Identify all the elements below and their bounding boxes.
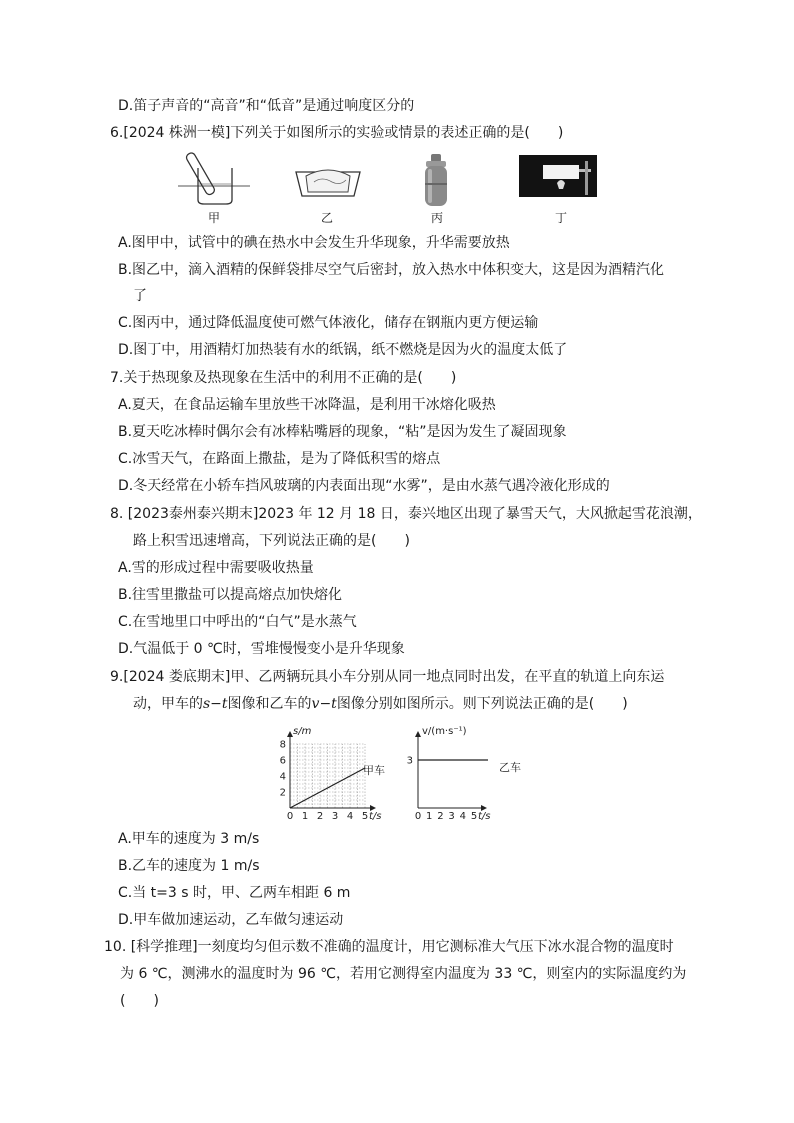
q9-stem-line1: 9.[2024 娄底期末]甲、乙两辆玩具小车分别从同一地点同时出发，在平直的轨道上向东运 <box>110 669 665 685</box>
figure-ding-paper-pot-photo <box>519 155 597 197</box>
q8-stem-line2: 路上积雪迅速增高，下列说法正确的是( ) <box>133 533 410 549</box>
q9-vt-symbol: v−t <box>311 696 337 712</box>
st-x-tick-label: 5 <box>361 811 369 822</box>
figure-yi-sealed-bag <box>292 162 364 200</box>
q7-option-c: C.冰雪天气，在路面上撒盐，是为了降低积雪的熔点 <box>118 451 441 467</box>
q5-option-d: D.笛子声音的“高音”和“低音”是通过响度区分的 <box>118 98 415 114</box>
q6-option-d: D.图丁中，用酒精灯加热装有水的纸锅，纸不燃烧是因为火的温度太低了 <box>118 342 568 358</box>
st-y-tick-label: 8 <box>279 739 286 751</box>
st-x-tick-label: 1 <box>301 811 309 822</box>
q9-st-symbol: s−t <box>203 696 228 712</box>
st-x-label: t/s <box>369 811 382 822</box>
q8-option-c: C.在雪地里口中呼出的“白气”是水蒸气 <box>118 614 357 630</box>
q8-option-a: A.雪的形成过程中需要吸收热量 <box>118 560 314 576</box>
q8-option-b: B.往雪里撒盐可以提高熔点加快熔化 <box>118 587 343 603</box>
st-x-tick-label: 2 <box>316 811 324 822</box>
q9-stem-text-c: 图像和乙车的 <box>227 696 312 712</box>
q7-option-b: B.夏天吃冰棒时偶尔会有冰棒粘嘴唇的现象，“粘”是因为发生了凝固现象 <box>118 424 567 440</box>
q10-stem-line3: ( ) <box>120 993 159 1009</box>
q6-option-b: B.图乙中，滴入酒精的保鲜袋排尽空气后密封，放入热水中体积变大，这是因为酒精汽化 <box>118 262 665 278</box>
q9-option-d: D.甲车做加速运动，乙车做匀速运动 <box>118 912 344 928</box>
vt-y-label: v/(m·s⁻¹) <box>422 726 467 737</box>
figure-bing-gas-cylinder <box>422 153 450 209</box>
st-y-tick-label: 4 <box>279 771 286 783</box>
figure-label-ding: 丁 <box>555 211 568 225</box>
vt-x-tick-label: 3 <box>448 811 455 822</box>
st-x-tick-label: 3 <box>331 811 339 822</box>
vt-chart <box>406 722 536 822</box>
vt-series-label: 乙车 <box>499 761 521 774</box>
q7-stem: 7.关于热现象及热现象在生活中的利用不正确的是( ) <box>110 370 457 386</box>
st-y-label: s/m <box>293 726 312 737</box>
st-y-tick-label: 6 <box>279 755 286 767</box>
vt-x-tick-label: 5 <box>470 811 478 822</box>
q6-option-b-continuation: 了 <box>133 288 147 304</box>
q6-stem: 6.[2024 株洲一模]下列关于如图所示的实验或情景的表述正确的是( ) <box>110 125 564 141</box>
vt-x-tick-label: 1 <box>426 811 433 822</box>
q9-stem-text-e: 图像分别如图所示。则下列说法正确的是( ) <box>336 696 628 712</box>
q9-stem-text-a: 动，甲车的 <box>133 696 203 712</box>
q6-option-c: C.图丙中，通过降低温度使可燃气体液化，储存在钢瓶内更方便运输 <box>118 315 539 331</box>
q8-stem-line1: 8. [2023泰州泰兴期末]2023 年 12 月 18 日，泰兴地区出现了暴雪天气，大风掀起雪花浪潮， <box>110 506 702 522</box>
q9-option-a: A.甲车的速度为 3 m/s <box>118 831 260 847</box>
vt-x-tick-label: 2 <box>437 811 444 822</box>
vt-x-tick-label: 0 <box>414 811 422 822</box>
q9-option-b: B.乙车的速度为 1 m/s <box>118 858 260 874</box>
q8-option-d: D.气温低于 0 ℃时，雪堆慢慢变小是升华现象 <box>118 641 405 657</box>
st-y-tick-label: 2 <box>279 787 286 799</box>
figure-label-jia: 甲 <box>208 211 221 225</box>
q7-option-d: D.冬天经常在小轿车挡风玻璃的内表面出现“水雾”，是由水蒸气遇冷液化形成的 <box>118 478 610 494</box>
figure-jia-test-tube-in-beaker <box>178 150 250 206</box>
vt-y-tick-label: 3 <box>406 755 413 767</box>
q10-stem-line2: 为 6 ℃，测沸水的温度时为 96 ℃，若用它测得室内温度为 33 ℃，则室内的实际温度约为 <box>120 966 687 982</box>
q9-stem-line2 <box>133 694 628 714</box>
st-x-tick-label: 4 <box>346 811 354 822</box>
vt-x-tick-label: 4 <box>459 811 466 822</box>
figure-label-bing: 丙 <box>431 211 444 225</box>
q9-option-c: C.当 t=3 s 时，甲、乙两车相距 6 m <box>118 885 351 901</box>
vt-x-label: t/s <box>478 811 491 822</box>
st-series-label: 甲车 <box>363 764 385 777</box>
q6-option-a: A.图甲中，试管中的碘在热水中会发生升华现象，升华需要放热 <box>118 235 510 251</box>
st-chart <box>272 722 402 822</box>
figure-label-yi: 乙 <box>321 211 334 225</box>
st-x-tick-label: 0 <box>286 811 294 822</box>
q7-option-a: A.夏天，在食品运输车里放些干冰降温，是利用干冰熔化吸热 <box>118 397 496 413</box>
q10-stem-line1: 10. [科学推理]一刻度均匀但示数不准确的温度计，用它测标准大气压下冰水混合物的温度时 <box>104 939 674 955</box>
